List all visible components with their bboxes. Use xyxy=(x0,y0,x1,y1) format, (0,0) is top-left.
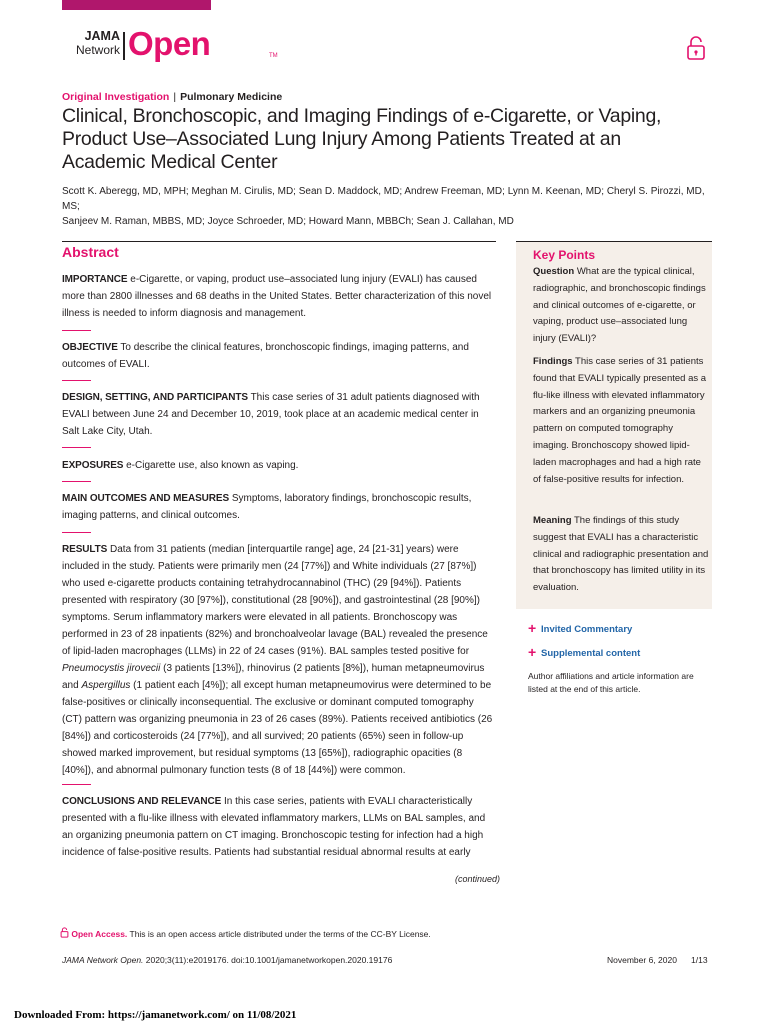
exposures-label: EXPOSURES xyxy=(62,460,124,471)
results-organism-1: Pneumocystis jirovecii xyxy=(62,663,161,674)
results-text-1: Data from 31 patients (median [interquartile range] age, 24 [21-31] years) were included in the study. Patients were primarily men (24 [77%]) and White individuals (27 [87%]) who used e-cigarette products containing tetrahydrocannabinol (THC) (29 [94%]). Patients presented with respiratory (30 [97%]), constitutional (28 [90%]), and gastrointestinal (28 [90%]) symptoms. Serum inflammatory markers were elevated in all patients. Bronchoscopy was performed in 23 of 28 inpatients (82%) and bronchoalveolar lavage (BAL) revealed the presence of lipid-laden macrophages (LLMs) in 22 of 24 cases (91%). BAL samples tested positive for xyxy=(62,544,488,657)
affiliations-note: Author affiliations and article information are listed at the end of this article. xyxy=(528,671,694,694)
top-accent-bar xyxy=(62,0,211,10)
findings-text: This case series of 31 patients found that EVALI typically presented as a flu-like illness with elevated inflammatory markers and an organizing pneumonia pattern on computed tomography imaging. Bronchoscopy showed lipid-laden macrophages and had a high rate of false-positive results for infection. xyxy=(533,356,707,485)
importance-text: e-Cigarette, or vaping, product use–associated lung injury (EVALI) has caused more than 2800 illnesses and 68 deaths in the United States. Better characterization of this novel illness is needed to inform diagnosis and management. xyxy=(62,274,492,319)
key-points-question xyxy=(533,264,709,348)
citation-journal: JAMA Network Open. xyxy=(62,955,144,965)
results-text-3: (1 patient each [4%]); all except human metapneumovirus were determined to be false-positives or clinically inconsequential. The exclusive or dominant computed tomography (CT) pattern was organizing pneumonia in 23 of 26 cases (89%). Patients received antibiotics (26 [84%]) and corticosteroids (24 [77%]), and all survived; 20 patients (65%) seen in follow-up showed marked improvement, but residual symptoms (13 [65%]), radiographic opacities (8 [40%]), and abnormal pulmonary function tests (8 of 18 [44%]) were common. xyxy=(62,680,493,776)
section-divider: | xyxy=(173,91,177,103)
results-text-2: (3 patients [13%]), rhinovirus (2 patients [8%]), human metapneumovirus and xyxy=(62,663,485,691)
article-section xyxy=(62,91,282,103)
open-access-text: This is an open access article distributed under the terms of the CC-BY License. xyxy=(129,929,431,939)
findings-label: Findings xyxy=(533,356,573,367)
key-points-meaning xyxy=(533,513,709,597)
abstract-heading: Abstract xyxy=(62,244,119,260)
abstract-conclusions xyxy=(62,793,496,861)
question-label: Question xyxy=(533,266,575,277)
section-rule xyxy=(62,330,91,331)
section-rule xyxy=(62,784,91,785)
results-organism-2: Aspergillus xyxy=(81,680,131,691)
article-title: Clinical, Bronchoscopic, and Imaging Findings of e-Cigarette, or Vaping, Product Use–Associated Lung Injury Among Patients Treated at an Academic Medical Center xyxy=(62,105,662,173)
results-label: RESULTS xyxy=(62,544,108,555)
key-points-findings xyxy=(533,354,709,488)
open-access-lock-icon xyxy=(686,35,706,61)
meaning-text: The findings of this study suggest that EVALI has a characteristic clinical and radiographic presentation and that bronchoscopy has limited utility in its evaluation. xyxy=(533,515,709,594)
design-text: This case series of 31 adult patients diagnosed with EVALI between June 24 and December 10, 2019, took place at an academic medical center in Salt Lake City, Utah. xyxy=(62,392,480,437)
abstract-importance xyxy=(62,271,496,322)
abstract-results xyxy=(62,541,496,779)
logo-jama-text: JAMA xyxy=(84,29,120,43)
invited-commentary-link[interactable]: Invited Commentary xyxy=(541,624,633,635)
importance-label: IMPORTANCE xyxy=(62,274,128,285)
conclusions-label: CONCLUSIONS AND RELEVANCE xyxy=(62,796,222,807)
article-specialty[interactable]: Pulmonary Medicine xyxy=(180,91,283,103)
objective-label: OBJECTIVE xyxy=(62,342,118,353)
outcomes-label: MAIN OUTCOMES AND MEASURES xyxy=(62,493,230,504)
open-access-statement xyxy=(60,927,431,939)
author-list xyxy=(62,184,712,229)
key-points-heading: Key Points xyxy=(533,248,596,262)
logo-open-text: Open xyxy=(128,25,211,62)
abstract-exposures xyxy=(62,457,496,474)
outcomes-text: Symptoms, laboratory findings, bronchoscopic results, imaging patterns, and clinical outcomes. xyxy=(62,493,472,521)
author-line-1: Scott K. Aberegg, MD, MPH; Meghan M. Cirulis, MD; Sean D. Maddock, MD; Andrew Freeman, MD; Lynn M. Keenan, MD; Cheryl S. Pirozzi, MD, MS; xyxy=(62,186,705,212)
logo-trademark: TM xyxy=(269,53,278,59)
citation-details: 2020;3(11):e2019176. doi:10.1001/jamanetworkopen.2020.19176 xyxy=(145,955,393,965)
continued-note: (continued) xyxy=(455,874,501,884)
section-rule xyxy=(62,481,91,482)
page-number: 1/13 xyxy=(691,955,708,965)
publication-date: November 6, 2020 xyxy=(607,955,677,965)
open-access-label: Open Access. xyxy=(71,929,128,939)
author-line-2: Sanjeev M. Raman, MBBS, MD; Joyce Schroeder, MD; Howard Mann, MBBCh; Sean J. Callahan, MD xyxy=(62,216,514,227)
plus-icon: + xyxy=(528,644,537,660)
objective-text: To describe the clinical features, bronchoscopic findings, imaging patterns, and outcomes of EVALI. xyxy=(62,342,469,370)
abstract-outcomes xyxy=(62,490,496,524)
abstract-header xyxy=(62,241,496,260)
exposures-text: e-Cigarette use, also known as vaping. xyxy=(126,460,299,471)
section-rule xyxy=(62,380,91,381)
question-text: What are the typical clinical, radiographic, and bronchoscopic findings and clinical outcomes of e-cigarette, or vaping, product use–associated lung injury (EVALI)? xyxy=(533,266,706,345)
supplemental-content-link[interactable]: Supplemental content xyxy=(541,648,641,659)
abstract-design xyxy=(62,389,496,440)
download-note: Downloaded From: https://jamanetwork.com/ on 11/08/2021 xyxy=(14,1009,297,1021)
conclusions-text: In this case series, patients with EVALI characteristically presented with a flu-like illness with elevated inflammatory markers, LLMs on BAL samples, and an organizing pneumonia pattern on CT imaging. Bronchoscopic testing for infection had a high incidence of false-positive results. Patients had substantial residual abnormal results at early xyxy=(62,796,486,858)
article-type[interactable]: Original Investigation xyxy=(62,91,170,103)
meaning-label: Meaning xyxy=(533,515,572,526)
logo-separator xyxy=(123,32,125,60)
section-rule xyxy=(62,532,91,533)
abstract-objective xyxy=(62,339,496,373)
citation xyxy=(62,955,392,965)
open-access-lock-icon xyxy=(60,927,69,938)
logo-network-text: Network xyxy=(75,43,120,57)
design-label: DESIGN, SETTING, AND PARTICIPANTS xyxy=(62,392,248,403)
key-points-box xyxy=(516,241,712,609)
plus-icon: + xyxy=(528,620,537,636)
section-rule xyxy=(62,447,91,448)
